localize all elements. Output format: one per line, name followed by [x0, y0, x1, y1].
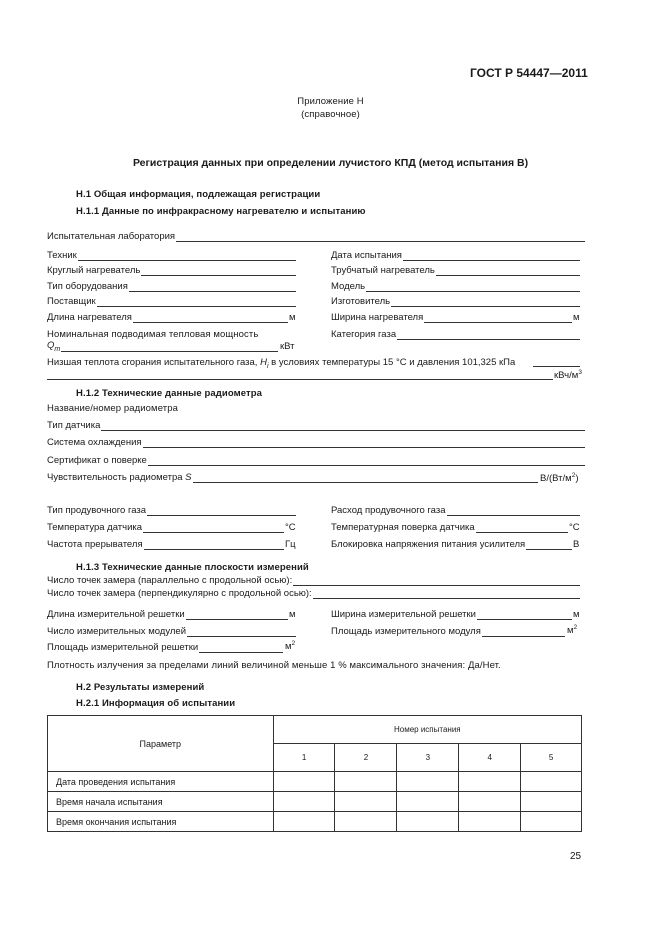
sensor-surface-temp-unit: °C: [569, 522, 580, 533]
grid-area-label: Площадь измерительной решетки: [47, 642, 199, 653]
module-area-label: Площадь измерительного модуля: [331, 626, 481, 637]
supplier-label: Поставщик: [47, 296, 96, 307]
table-cell[interactable]: [273, 772, 335, 792]
lab-label: Испытательная лаборатория: [47, 231, 176, 242]
radiometer-name-label: Название/номер радиометра: [47, 403, 178, 414]
section-h11-heading: Н.1.1 Данные по инфракрасному нагревателю и испытанию: [76, 206, 366, 217]
amp-lock-unit: В: [573, 539, 580, 550]
tube-heater-label: Трубчатый нагреватель: [331, 265, 435, 276]
module-area-unit: $м^2$: [567, 624, 578, 637]
table-cell[interactable]: [397, 792, 459, 812]
purge-flow-label: Расход продувочного газа: [331, 505, 446, 516]
technician-label: Техник: [47, 250, 77, 261]
test-info-table: [47, 715, 582, 832]
table-cell[interactable]: [459, 812, 521, 832]
sensitivity-unit: $В/(Вт/м^2)$: [540, 472, 579, 485]
test-number-4: 4: [459, 744, 521, 772]
appendix-title: Приложение Н: [297, 96, 364, 107]
amp-lock-label: Блокировка напряжения питания усилителя: [331, 539, 526, 550]
grid-length-unit: м: [289, 609, 296, 620]
calorific-unit: кВч/$м^3$: [554, 369, 582, 382]
sensor-temp-label: Температура датчика: [47, 522, 143, 533]
row-label-end-time: Время окончания испытания: [48, 812, 274, 832]
section-h2-heading: Н.2 Результаты измерений: [76, 682, 205, 693]
heater-length-unit: м: [289, 312, 296, 323]
table-cell[interactable]: [273, 812, 335, 832]
sensor-type-label: Тип датчика: [47, 420, 101, 431]
section-h12-heading: Н.1.2 Технические данные радиометра: [76, 388, 263, 399]
table-cell[interactable]: [397, 812, 459, 832]
test-number-header: Номер испытания: [273, 716, 581, 744]
nominal-power-field-line: [47, 351, 278, 352]
table-cell[interactable]: [459, 792, 521, 812]
manufacturer-label: Изготовитель: [331, 296, 391, 307]
grid-width-unit: м: [573, 609, 580, 620]
purge-type-label: Тип продувочного газа: [47, 505, 147, 516]
page-number: 25: [570, 851, 582, 862]
nominal-power-label: Номинальная подводимая тепловая мощность: [47, 329, 259, 340]
chopper-label: Частота прерывателя: [47, 539, 143, 550]
heater-width-label: Ширина нагревателя: [331, 312, 424, 323]
section-h21-heading: Н.2.1 Информация об испытании: [76, 698, 236, 709]
equipment-type-label: Тип оборудования: [47, 281, 128, 292]
grid-length-label: Длина измерительной решетки: [47, 609, 185, 620]
param-header: Параметр: [48, 716, 274, 772]
grid-area-unit: $м^2$: [285, 640, 296, 653]
section-h13-heading: Н.1.3 Технические данные плоскости измерений: [76, 562, 309, 573]
heater-width-unit: м: [573, 312, 580, 323]
modules-count-label: Число измерительных модулей: [47, 626, 187, 637]
table-row: [48, 772, 582, 792]
table-cell[interactable]: [273, 792, 335, 812]
q-symbol: $Q_m$: [47, 340, 61, 353]
calorific-field-line-2: [47, 379, 553, 380]
test-number-3: 3: [397, 744, 459, 772]
section-h1-heading: Н.1 Общая информация, подлежащая регистрации: [76, 189, 321, 200]
table-row: [48, 812, 582, 832]
model-field-line: [331, 291, 580, 292]
round-heater-label: Круглый нагреватель: [47, 265, 141, 276]
sensitivity-label: Чувствительность радиометра S: [47, 472, 192, 483]
nominal-power-unit: кВт: [280, 341, 295, 352]
table-header-row: [48, 716, 582, 744]
table-cell[interactable]: [521, 812, 582, 832]
table-row: [48, 792, 582, 812]
certificate-label: Сертификат о поверке: [47, 455, 147, 466]
table-cell[interactable]: [521, 772, 582, 792]
test-number-2: 2: [335, 744, 397, 772]
standard-code: ГОСТ Р 54447—2011: [470, 66, 588, 80]
table-cell[interactable]: [521, 792, 582, 812]
model-label: Модель: [331, 281, 366, 292]
points-parallel-label: Число точек замера (параллельно с продольной осью):: [47, 575, 293, 586]
sensor-type-field-line: [47, 430, 585, 431]
grid-width-label: Ширина измерительной решетки: [331, 609, 476, 620]
chopper-unit: Гц: [285, 539, 296, 550]
test-number-5: 5: [521, 744, 582, 772]
table-cell[interactable]: [397, 772, 459, 792]
table-cell[interactable]: [335, 772, 397, 792]
appendix-subtitle: (справочное): [301, 109, 360, 120]
technician-field-line: [47, 260, 296, 261]
row-label-start-time: Время начала испытания: [48, 792, 274, 812]
document-title: Регистрация данных при определении лучистого КПД (метод испытания В): [132, 157, 529, 169]
test-number-1: 1: [273, 744, 335, 772]
calorific-field-line-1: [533, 366, 580, 367]
cooling-label: Система охлаждения: [47, 437, 142, 448]
sensor-surface-temp-label: Температурная поверка датчика: [331, 522, 475, 533]
row-label-test-date: Дата проведения испытания: [48, 772, 274, 792]
heater-length-label: Длина нагревателя: [47, 312, 132, 323]
test-date-label: Дата испытания: [331, 250, 402, 261]
points-perp-label: Число точек замера (перпендикулярно с продольной осью):: [47, 588, 312, 599]
table-cell[interactable]: [335, 812, 397, 832]
gas-category-label: Категория газа: [331, 329, 397, 340]
sensor-temp-unit: °C: [285, 522, 296, 533]
calorific-label: Низшая теплота сгорания испытательного газа, $H_i$ в условиях температуры 15 °C и давления 101,325 кПа: [47, 357, 516, 370]
table-cell[interactable]: [459, 772, 521, 792]
table-cell[interactable]: [335, 792, 397, 812]
density-note: Плотность излучения за пределами линий величиной меньше 1 % максимального значения: Да/Нет.: [47, 660, 501, 671]
